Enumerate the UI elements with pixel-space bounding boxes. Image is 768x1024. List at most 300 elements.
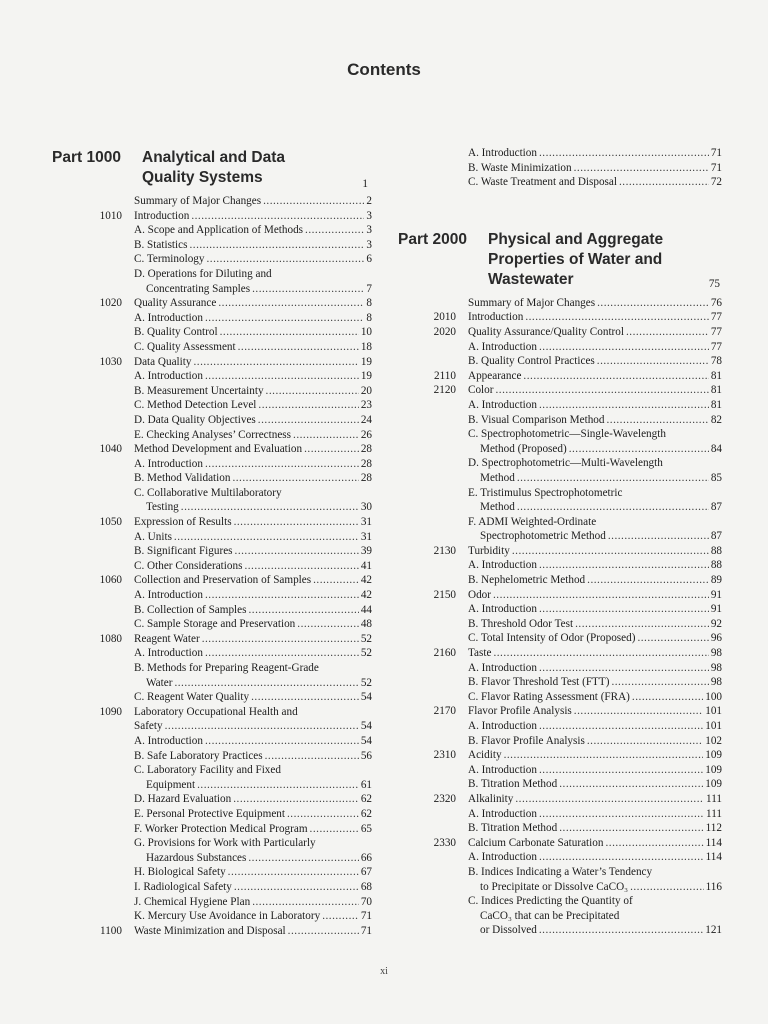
toc-leader-dots: [174, 676, 358, 691]
toc-leader-dots: [605, 836, 703, 851]
toc-leader-dots: [205, 646, 359, 661]
toc-page-number: 61: [360, 778, 372, 791]
toc-page-number: 62: [360, 807, 372, 820]
toc-page-number: 116: [705, 880, 722, 893]
toc-entry[interactable]: [52, 909, 372, 924]
toc-entry[interactable]: [398, 850, 722, 865]
toc-entry-label-wrap: [468, 558, 722, 573]
toc-page-number: 67: [360, 866, 372, 879]
toc-entry[interactable]: [52, 632, 372, 647]
part-title-line: Physical and Aggregate: [488, 230, 664, 248]
toc-leader-dots: [493, 588, 709, 603]
toc-leader-dots: [539, 602, 709, 617]
toc-entry-label: Color: [468, 384, 494, 397]
toc-entry-label: A. Introduction: [134, 311, 203, 324]
toc-page-number: 10: [360, 326, 372, 339]
toc-entry[interactable]: [398, 398, 722, 413]
toc-leader-dots: [559, 777, 703, 792]
toc-section-code: 2160: [433, 647, 456, 660]
toc-entry-label: C. Sample Storage and Preservation: [134, 618, 296, 631]
toc-entry[interactable]: [52, 252, 372, 267]
toc-entry[interactable]: [398, 704, 722, 719]
page-title: Contents: [347, 60, 421, 79]
toc-entry[interactable]: [52, 355, 372, 370]
toc-entry[interactable]: [52, 865, 372, 880]
toc-entry-label-wrap: [134, 398, 372, 413]
toc-entry[interactable]: [52, 428, 372, 443]
toc-page-number: 7: [366, 282, 372, 295]
toc-entry[interactable]: [52, 500, 372, 515]
toc-leader-dots: [258, 413, 359, 428]
toc-entry-label: Collection and Preservation of Samples: [134, 574, 312, 587]
toc-entry-label: Acidity: [468, 749, 502, 762]
toc-entry-label: A. Units: [134, 530, 172, 543]
toc-entry-label-wrap: [468, 161, 722, 176]
toc-entry[interactable]: [398, 558, 722, 573]
toc-entry-label: B. Method Validation: [134, 472, 231, 485]
toc-entry-label-wrap: [468, 777, 722, 792]
toc-page-number: 26: [360, 428, 372, 441]
toc-leader-dots: [205, 734, 359, 749]
toc-entry-label-wrap: [134, 632, 372, 647]
toc-entry[interactable]: [52, 238, 372, 253]
toc-leader-dots: [630, 880, 704, 895]
toc-entry[interactable]: [52, 836, 372, 851]
toc-entry[interactable]: [398, 529, 722, 544]
toc-page-number: 3: [366, 238, 372, 251]
toc-entry-label-wrap: [134, 369, 372, 384]
toc-entry[interactable]: [52, 646, 372, 661]
part-title-line: Quality Systems: [142, 169, 263, 186]
part-page-number: 75: [708, 278, 720, 291]
toc-entry-label-wrap: [134, 223, 372, 238]
toc-leader-dots: [539, 923, 703, 938]
toc-entry[interactable]: [52, 573, 372, 588]
toc-leader-dots: [252, 895, 359, 910]
toc-entry-label: A. Scope and Application of Methods: [134, 224, 304, 237]
toc-entry-label-wrap: [468, 602, 722, 617]
toc-entry[interactable]: [398, 807, 722, 822]
toc-entry[interactable]: [52, 851, 372, 866]
toc-entry-label: A. Introduction: [468, 147, 537, 159]
toc-leader-dots: [263, 194, 364, 209]
toc-entry[interactable]: [398, 354, 722, 369]
toc-entry-label-wrap: [468, 675, 722, 690]
toc-entry[interactable]: [52, 749, 372, 764]
toc-entry-label-wrap: [134, 238, 372, 253]
toc-entry[interactable]: [52, 515, 372, 530]
toc-entry-label-wrap: [468, 617, 722, 632]
toc-leader-dots: [575, 617, 709, 632]
toc-entry-label: B. Significant Figures: [134, 545, 233, 558]
toc-entry[interactable]: [52, 895, 372, 910]
toc-entry-label: B. Collection of Samples: [134, 603, 247, 616]
toc-entry[interactable]: [52, 661, 372, 676]
toc-page-number: 42: [360, 574, 372, 587]
toc-section-code: 2320: [433, 792, 456, 805]
toc-entry-label: D. Spectrophotometric—Multi-Wavelength: [468, 457, 663, 470]
toc-entry-label: Alkalinity: [468, 792, 514, 805]
toc-entry-label: B. Statistics: [134, 238, 188, 251]
toc-page-number: 98: [710, 647, 722, 660]
toc-entry[interactable]: [398, 617, 722, 632]
toc-entry[interactable]: [52, 325, 372, 340]
toc-entry[interactable]: [52, 296, 372, 311]
toc-leader-dots: [238, 340, 359, 355]
toc-entry[interactable]: [52, 603, 372, 618]
toc-page-number: 98: [710, 676, 722, 689]
toc-entry-label-wrap: [134, 807, 372, 822]
toc-page-number: 112: [705, 822, 722, 835]
toc-entry[interactable]: [398, 631, 722, 646]
toc-page-number: 77: [710, 325, 722, 338]
toc-entry[interactable]: [52, 194, 372, 209]
toc-entry-label: C. Terminology: [134, 253, 205, 266]
toc-entry[interactable]: [52, 486, 372, 501]
toc-page-number: 81: [710, 398, 722, 411]
toc-entry-label: B. Quality Control Practices: [468, 355, 595, 368]
toc-entry-label: Data Quality: [134, 355, 192, 368]
toc-entry[interactable]: [52, 588, 372, 603]
toc-leader-dots: [632, 690, 703, 705]
toc-entry-label-wrap: [468, 909, 722, 924]
toc-page-number: 52: [360, 632, 372, 645]
toc-entry[interactable]: [52, 282, 372, 297]
toc-page-number: 109: [705, 778, 722, 791]
toc-entry[interactable]: [52, 398, 372, 413]
toc-page-number: 88: [710, 559, 722, 572]
toc-page-number: 54: [360, 691, 372, 704]
toc-entry-label: A. Introduction: [468, 603, 537, 616]
toc-page-number: 101: [705, 720, 722, 732]
toc-entry-label-wrap: [134, 209, 372, 224]
toc-entry-label-wrap: [468, 456, 722, 471]
toc-entry[interactable]: [52, 676, 372, 691]
toc-leader-dots: [252, 282, 364, 297]
toc-entry-label: C. Waste Treatment and Disposal: [468, 176, 617, 189]
toc-entry-label-wrap: [134, 486, 372, 501]
toc-section-code: 1020: [99, 297, 122, 310]
toc-section-code: 1050: [99, 516, 122, 529]
toc-entry-label: D. Data Quality Objectives: [134, 413, 256, 426]
toc-entry-label-wrap: [468, 500, 722, 515]
toc-entry[interactable]: [398, 486, 722, 501]
toc-entry[interactable]: [398, 413, 722, 428]
part-title: [142, 148, 332, 188]
toc-leader-dots: [249, 603, 359, 618]
toc-page-number: 77: [710, 311, 722, 324]
toc-entry[interactable]: [52, 822, 372, 837]
toc-entry-label: A. Introduction: [468, 763, 537, 776]
toc-entry[interactable]: [398, 734, 722, 749]
toc-entry-label-wrap: [134, 296, 372, 311]
toc-entry[interactable]: [52, 690, 372, 705]
toc-entry-label: A. Introduction: [468, 807, 537, 820]
toc-leader-dots: [539, 146, 709, 161]
toc-leader-dots: [493, 646, 708, 661]
toc-entry[interactable]: [398, 383, 722, 398]
toc-entry-label: B. Waste Minimization: [468, 161, 572, 174]
toc-entry-label-wrap: [468, 836, 722, 851]
toc-entry-label: C. Indices Predicting the Quantity of: [468, 895, 633, 908]
toc-entry-label: B. Visual Comparison Method: [468, 413, 605, 426]
toc-entry-label: B. Methods for Preparing Reagent-Grade: [134, 662, 319, 674]
toc-entry[interactable]: [398, 661, 722, 676]
toc-entry[interactable]: [398, 340, 722, 355]
toc-leader-dots: [517, 500, 709, 515]
toc-entry[interactable]: [398, 909, 722, 924]
toc-entry[interactable]: [52, 471, 372, 486]
toc-entry[interactable]: [52, 617, 372, 632]
toc-entry[interactable]: [398, 821, 722, 836]
toc-leader-dots: [305, 223, 364, 238]
toc-entry-label-wrap: [134, 573, 372, 588]
toc-entry-label-wrap: [134, 880, 372, 895]
toc-leader-dots: [193, 355, 358, 370]
toc-page-number: 28: [360, 472, 372, 485]
toc-entry-label: A. Introduction: [134, 457, 203, 470]
toc-entry[interactable]: [52, 924, 372, 939]
toc-entry[interactable]: [398, 602, 722, 617]
toc-page-number: 121: [705, 924, 722, 937]
toc-leader-dots: [539, 558, 709, 573]
toc-page-number: 76: [710, 296, 722, 309]
toc-entry-label: Reagent Water: [134, 632, 200, 645]
toc-entry[interactable]: [398, 325, 722, 340]
toc-page-number: 72: [710, 176, 722, 189]
toc-section-code: 2310: [433, 749, 456, 762]
toc-entry-label-wrap: [468, 792, 722, 807]
toc-leader-dots: [251, 690, 359, 705]
toc-page-number: 42: [360, 589, 372, 602]
toc-entry-label-wrap: [134, 836, 372, 851]
toc-entry-label-wrap: [134, 734, 372, 749]
toc-entry-label: A. Introduction: [134, 734, 203, 747]
toc-entry-label-wrap: [468, 763, 722, 778]
toc-entry-label-wrap: [468, 748, 722, 763]
toc-entry-label-wrap: [134, 544, 372, 559]
toc-entry[interactable]: [52, 559, 372, 574]
toc-entry[interactable]: [398, 880, 722, 895]
toc-leader-dots: [205, 457, 359, 472]
toc-page-number: 3: [366, 209, 372, 222]
toc-entry[interactable]: [398, 296, 722, 311]
toc-entry-label-wrap: [468, 850, 722, 865]
toc-leader-dots: [539, 340, 709, 355]
toc-entry[interactable]: [398, 515, 722, 530]
toc-entry[interactable]: [398, 865, 722, 880]
toc-entry-label-wrap: [468, 588, 722, 603]
toc-entry[interactable]: [52, 457, 372, 472]
toc-entry-label: A. Introduction: [134, 589, 203, 602]
toc-entry[interactable]: [398, 310, 722, 325]
toc-entry-label-wrap: [468, 646, 722, 661]
toc-entry[interactable]: [398, 777, 722, 792]
toc-page-number: 114: [705, 836, 722, 849]
toc-entry[interactable]: [52, 384, 372, 399]
toc-entry[interactable]: [398, 544, 722, 559]
toc-entry-label: or Dissolved: [480, 924, 537, 937]
toc-entry-label: A. Introduction: [468, 340, 537, 353]
toc-page-number: 91: [710, 588, 722, 601]
toc-entry-label: A. Introduction: [134, 370, 203, 383]
toc-section-code: 2170: [433, 705, 456, 718]
toc-entry[interactable]: [52, 807, 372, 822]
toc-entry[interactable]: [398, 427, 722, 442]
toc-entry-label-wrap: [468, 821, 722, 836]
toc-entry-label-wrap: [468, 865, 722, 880]
toc-entry-label-wrap: [134, 384, 372, 399]
toc-page-number: 66: [360, 851, 372, 864]
toc-page-number: 77: [710, 340, 722, 353]
toc-page-number: 96: [710, 632, 722, 645]
toc-page-number: 78: [710, 355, 722, 368]
toc-entry[interactable]: [398, 573, 722, 588]
toc-entry[interactable]: [52, 705, 372, 720]
toc-entry-label: Hazardous Substances: [146, 851, 247, 864]
toc-leader-dots: [248, 851, 358, 866]
toc-entry-label: C. Laboratory Facility and Fixed: [134, 764, 281, 777]
toc-section-code: 1080: [99, 632, 122, 645]
toc-leader-dots: [517, 471, 709, 486]
part-1000-entries: [52, 194, 372, 938]
toc-leader-dots: [205, 369, 359, 384]
toc-entry[interactable]: [398, 161, 722, 176]
toc-entry[interactable]: [398, 763, 722, 778]
toc-entry[interactable]: [398, 175, 722, 190]
toc-entry[interactable]: [398, 646, 722, 661]
toc-entry-label-wrap: [468, 325, 722, 340]
toc-entry[interactable]: [52, 880, 372, 895]
toc-entry[interactable]: [52, 311, 372, 326]
toc-entry[interactable]: [52, 544, 372, 559]
toc-leader-dots: [235, 544, 359, 559]
toc-entry[interactable]: [398, 471, 722, 486]
toc-entry-label: E. Personal Protective Equipment: [134, 807, 285, 820]
toc-entry[interactable]: [398, 369, 722, 384]
toc-entry[interactable]: [52, 719, 372, 734]
toc-entry-label-wrap: [468, 690, 722, 705]
toc-entry[interactable]: [52, 369, 372, 384]
toc-page-number: 19: [360, 370, 372, 383]
toc-section-code: 2130: [433, 544, 456, 557]
part-title-line: Properties of Water and: [488, 250, 663, 268]
toc-entry[interactable]: [398, 500, 722, 515]
toc-entry-label-wrap: [134, 428, 372, 443]
toc-leader-dots: [181, 500, 359, 515]
toc-entry-label-wrap: [134, 865, 372, 880]
toc-section-code: 2110: [434, 369, 456, 382]
toc-leader-dots: [525, 310, 709, 325]
toc-entry[interactable]: [52, 413, 372, 428]
toc-entry-label-wrap: [468, 573, 722, 588]
toc-entry-label: Calcium Carbonate Saturation: [468, 836, 604, 849]
toc-entry-label-wrap: [468, 661, 722, 676]
contents-column-left: [52, 148, 372, 938]
toc-page-number: 52: [360, 676, 372, 689]
toc-leader-dots: [265, 749, 359, 764]
toc-entry[interactable]: [52, 778, 372, 793]
toc-leader-dots: [202, 632, 359, 647]
part-title-line: Analytical and Data: [142, 149, 285, 166]
toc-entry[interactable]: [398, 792, 722, 807]
toc-entry[interactable]: [398, 588, 722, 603]
toc-leader-dots: [574, 704, 703, 719]
toc-entry-label-wrap: [134, 763, 372, 778]
toc-entry[interactable]: [398, 719, 722, 734]
toc-entry[interactable]: [52, 209, 372, 224]
toc-leader-dots: [626, 325, 709, 340]
toc-entry[interactable]: [52, 442, 372, 457]
toc-leader-dots: [266, 384, 359, 399]
toc-entry[interactable]: [52, 267, 372, 282]
toc-entry[interactable]: [398, 690, 722, 705]
toc-page-number: 30: [360, 501, 372, 514]
toc-entry[interactable]: [52, 340, 372, 355]
toc-page-number: 111: [706, 807, 722, 820]
part-2000-heading: [398, 230, 722, 294]
toc-entry[interactable]: [52, 792, 372, 807]
toc-entry-label: CaCO₃ that can be Precipitated: [480, 909, 620, 922]
toc-page-number: 39: [360, 545, 372, 558]
toc-entry[interactable]: [398, 836, 722, 851]
toc-entry-label-wrap: [134, 851, 372, 866]
toc-leader-dots: [504, 748, 704, 763]
toc-leader-dots: [559, 821, 703, 836]
toc-leader-dots: [539, 807, 704, 822]
toc-entry[interactable]: [398, 923, 722, 938]
toc-entry-label-wrap: [134, 603, 372, 618]
toc-entry[interactable]: [398, 675, 722, 690]
toc-entry-label: A. Introduction: [134, 647, 203, 660]
toc-entry[interactable]: [52, 530, 372, 545]
toc-entry-label: Method Development and Evaluation: [134, 443, 303, 456]
toc-page-number: 62: [360, 793, 372, 806]
toc-page-number: 8: [366, 297, 372, 310]
toc-entry[interactable]: [52, 734, 372, 749]
toc-entry-label: H. Biological Safety: [134, 866, 226, 879]
toc-entry[interactable]: [398, 748, 722, 763]
toc-leader-dots: [233, 792, 359, 807]
toc-entry-label: B. Measurement Uncertainty: [134, 384, 264, 397]
toc-entry[interactable]: [398, 894, 722, 909]
toc-entry-label-wrap: [134, 413, 372, 428]
toc-entry[interactable]: [52, 223, 372, 238]
toc-section-code: 1010: [99, 209, 122, 222]
toc-entry[interactable]: [398, 456, 722, 471]
part-1000-heading: [52, 148, 372, 192]
toc-leader-dots: [297, 617, 359, 632]
toc-entry-label: to Precipitate or Dissolve CaCO₃: [480, 880, 629, 893]
toc-entry-label: Flavor Profile Analysis: [468, 705, 572, 718]
toc-leader-dots: [597, 296, 709, 311]
toc-entry[interactable]: [398, 442, 722, 457]
toc-entry[interactable]: [398, 146, 722, 161]
toc-entry-label-wrap: [468, 631, 722, 646]
toc-leader-dots: [232, 471, 358, 486]
toc-leader-dots: [218, 296, 364, 311]
toc-entry[interactable]: [52, 763, 372, 778]
toc-entry-label: Method: [480, 501, 515, 514]
toc-leader-dots: [608, 529, 709, 544]
toc-entry-label: Introduction: [468, 311, 524, 324]
toc-leader-dots: [287, 807, 359, 822]
toc-page-number: 20: [360, 384, 372, 397]
toc-entry-label-wrap: [468, 354, 722, 369]
toc-entry-label: F. ADMI Weighted-Ordinate: [468, 515, 597, 528]
toc-entry-label-wrap: [134, 311, 372, 326]
toc-entry-label-wrap: [468, 734, 722, 749]
